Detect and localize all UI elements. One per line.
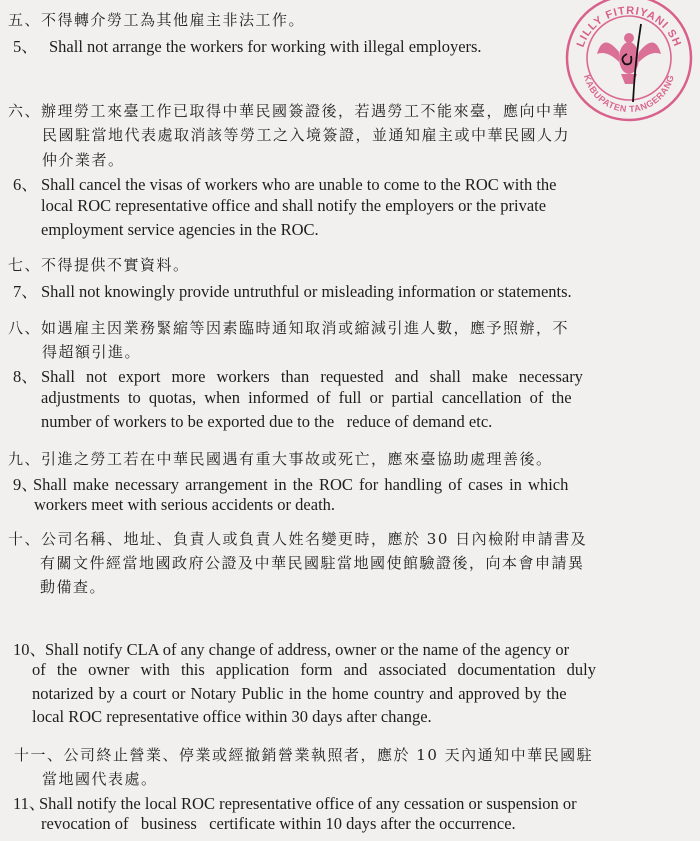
clause-text: Shall notify the local ROC representative office of any cessation or suspension or bbox=[39, 794, 577, 813]
clause-8-zh-line2: 得超額引進。 bbox=[42, 343, 142, 361]
clause-text: 不得轉介勞工為其他雇主非法工作。 bbox=[41, 11, 306, 29]
clause-6-en-line2: local ROC representative office and shall notify the employers or the private bbox=[41, 196, 547, 215]
garuda-emblem-icon bbox=[597, 33, 661, 84]
clause-10-en bbox=[13, 636, 569, 660]
clause-text: 公司終止營業、停業或經撤銷營業執照者，應於 10 天內通知中華民國駐 bbox=[63, 746, 594, 764]
clause-label: 10、 bbox=[13, 640, 46, 659]
clause-label: 8、 bbox=[13, 367, 38, 386]
clause-8-en-line2: adjustments to quotas, when informed of full or partial cancellation of the bbox=[41, 388, 572, 407]
clause-text: 不得提供不實資料。 bbox=[41, 256, 190, 274]
clause-label: 六、 bbox=[8, 102, 42, 120]
clause-8-en bbox=[13, 363, 583, 387]
clause-10-zh-line2: 有關文件經當地國政府公證及中華民國駐當地國使館驗證後，向本會申請異 bbox=[40, 554, 585, 572]
clause-9-en-line2: workers meet with serious accidents or death. bbox=[34, 495, 336, 514]
clause-label: 十、 bbox=[8, 530, 42, 548]
clause-7-en bbox=[13, 278, 572, 302]
clause-11-en-line2: revocation of business certificate within 10 days after the occurrence. bbox=[41, 814, 516, 833]
clause-5-en bbox=[13, 33, 482, 57]
clause-text: 辦理勞工來臺工作已取得中華民國簽證後，若遇勞工不能來臺，應向中華 bbox=[41, 102, 570, 120]
clause-8-zh bbox=[8, 317, 569, 338]
clause-label: 五、 bbox=[8, 11, 42, 29]
clause-10-en-line2: of the owner with this application form and associated documentation duly bbox=[32, 660, 596, 679]
svg-text:KABUPATEN TANGERANG: KABUPATEN TANGERANG bbox=[581, 73, 677, 115]
clause-11-zh bbox=[14, 744, 593, 765]
clause-label: 七、 bbox=[8, 256, 42, 274]
clause-9-en bbox=[13, 471, 568, 495]
clause-label: 9、 bbox=[13, 475, 38, 494]
clause-label: 八、 bbox=[8, 319, 42, 337]
clause-label: 5、 bbox=[13, 37, 38, 56]
clause-label: 7、 bbox=[13, 282, 38, 301]
clause-6-en bbox=[13, 171, 557, 195]
clause-text: 如遇雇主因業務緊縮等因素臨時通知取消或縮減引進人數，應予照辦，不 bbox=[41, 319, 570, 337]
clause-10-zh bbox=[8, 528, 587, 549]
svg-text:LILLY FITRIYANI SH: LILLY FITRIYANI SH bbox=[574, 4, 684, 49]
clause-text: Shall not knowingly provide untruthful or misleading information or statements. bbox=[41, 282, 572, 301]
clause-text: Shall not arrange the workers for working with illegal employers. bbox=[49, 37, 482, 56]
clause-label: 九、 bbox=[8, 450, 42, 468]
clause-6-zh-line3: 仲介業者。 bbox=[42, 151, 125, 169]
clause-text: 引進之勞工若在中華民國遇有重大事故或死亡，應來臺協助處理善後。 bbox=[41, 450, 553, 468]
clause-label: 6、 bbox=[13, 175, 38, 194]
clause-10-zh-line3: 動備查。 bbox=[40, 578, 107, 596]
clause-10-en-line3: notarized by a court or Notary Public in the home country and approved by the bbox=[32, 684, 567, 703]
clause-10-en-line4: local ROC representative office within 30 days after change. bbox=[32, 707, 432, 726]
clause-11-en bbox=[13, 790, 577, 814]
clause-text: 公司名稱、地址、負責人或負責人姓名變更時，應於 30 日內檢附申請書及 bbox=[41, 530, 588, 548]
clause-5-zh bbox=[8, 9, 305, 30]
clause-8-en-line3: number of workers to be exported due to the reduce of demand etc. bbox=[41, 412, 493, 431]
notary-stamp bbox=[563, 0, 695, 124]
clause-label: 11、 bbox=[13, 794, 46, 813]
clause-label: 十一、 bbox=[14, 746, 64, 764]
clause-text: Shall cancel the visas of workers who are unable to come to the ROC with the bbox=[41, 175, 557, 194]
clause-6-zh-line2: 民國駐當地代表處取消該等勞工之入境簽證，並通知雇主或中華民國人力 bbox=[42, 126, 571, 144]
clause-text: Shall not export more workers than requested and shall make necessary bbox=[41, 367, 583, 386]
clause-text: Shall notify CLA of any change of address, owner or the name of the agency or bbox=[45, 640, 570, 659]
clause-6-en-line3: employment service agencies in the ROC. bbox=[41, 220, 319, 239]
clause-6-zh bbox=[8, 100, 569, 121]
clause-9-zh bbox=[8, 448, 553, 469]
clause-11-zh-line2: 當地國代表處。 bbox=[42, 770, 158, 788]
clause-7-zh bbox=[8, 254, 190, 275]
clause-text: Shall make necessary arrangement in the ROC for handling of cases in which bbox=[33, 475, 569, 494]
